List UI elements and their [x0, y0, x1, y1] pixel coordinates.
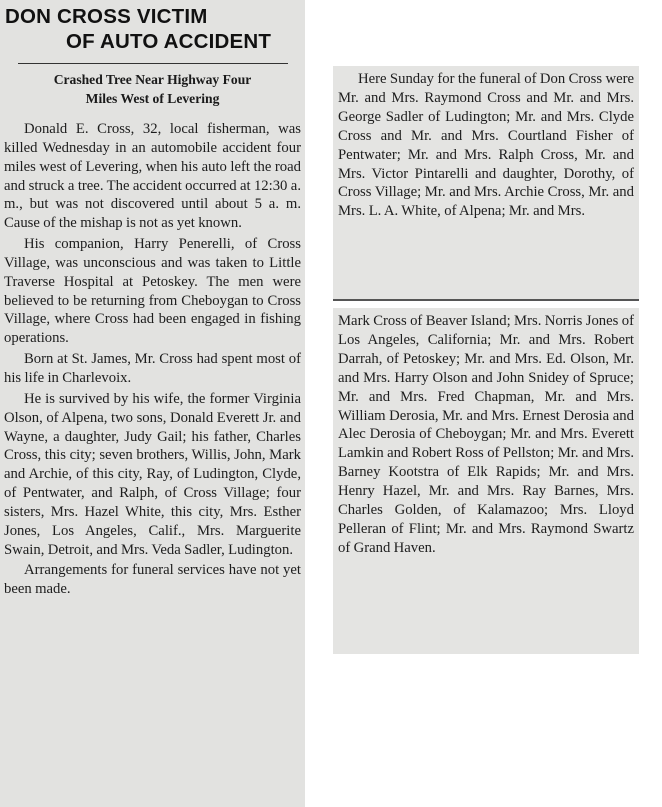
headline-line-2: OF AUTO ACCIDENT — [66, 30, 272, 53]
funeral-notice-clipping-top — [333, 66, 639, 301]
paragraph-companion: His companion, Harry Penerelli, of Cross Village, was unconscious and was taken to Little Traverse Hospital at Petoskey. The men were believed to be returning from Cheboygan to Cross Village, where Cross had been engaged in fishing operations. — [4, 236, 301, 347]
subheadline-line-1: Crashed Tree Near Highway Four — [53, 72, 252, 87]
headline-divider — [18, 63, 288, 64]
funeral-notice-part-1: Here Sunday for the funeral of Don Cross were Mr. and Mrs. Raymond Cross and Mr. and Mrs. George Sadler of Ludington; Mr. and Mrs. Clyde Cross and Mr. and Mrs. Courtland Fisher of Pentwater; Mr. and Mrs. Ralph Cross, Mr. and Mrs. Victor Pintarelli and daughter, Dorothy, of Cross Village; Mr. and Mrs. Archie Cross, Mr. and Mrs. L. A. White, of Alpena; Mr. and Mrs. — [338, 71, 634, 220]
subheadline-line-2: Miles West of Levering — [85, 91, 220, 106]
obituary-clipping — [0, 0, 305, 807]
funeral-notice-clipping-bottom — [333, 308, 639, 654]
article-subheadline — [0, 70, 305, 108]
paragraph-arrangements: Arrangements for funeral services have not yet been made. — [4, 562, 301, 598]
paragraph-survivors: He is survived by his wife, the former Virginia Olson, of Alpena, two sons, Donald Everett Jr. and Wayne, a daughter, Judy Gail; his father, Charles Cross, this city; seven brothers, Willis, John, Mark and Archie, of this city, Ray, of Ludington, Clyde, of Pentwater, and Ralph, of Cross Village; four sisters, Mrs. Hazel White, this city, Mrs. Esther Jones, Los Angeles, Calif., Mrs. Marguerite Swain, Detroit, and Mrs. Veda Sadler, Ludington. — [4, 390, 301, 558]
article-headline — [0, 4, 305, 54]
paragraph-birthplace: Born at St. James, Mr. Cross had spent most of his life in Charlevoix. — [4, 351, 301, 386]
headline-line-1: DON CROSS VICTIM — [5, 5, 208, 28]
paragraph-accident: Donald E. Cross, 32, local fisherman, was killed Wednesday in an automobile accident four miles west of Levering, when his auto left the road and struck a tree. The accident occurred at 12:30 a. m., but was not discovered until about 5 a. m. Cause of the mishap is not as yet known. — [4, 121, 301, 232]
funeral-notice-part-2: Mark Cross of Beaver Island; Mrs. Norris Jones of Los Angeles, California; Mr. and Mrs. Robert Darrah, of Petoskey; Mr. and Mrs. Ed. Olson, Mr. and Mrs. Harry Olson and John Snidey of Spruce; Mr. and Mrs. Fred Chapman, Mr. and Mrs. William Derosia, Mr. and Mrs. Ernest Derosia and Alec Derosia of Cheboygan; Mr. and Mrs. Everett Lamkin and Robert Ross of Pellston; Mr. and Mrs. Barney Kootstra of Elk Rapids; Mr. and Mrs. Henry Hazel, Mr. and Mrs. Ray Barnes, Mrs. Charles Golden, of Kalamazoo; Mrs. Lloyd Pelleran of Flint; Mr. and Mrs. Raymond Swartz of Grand Haven. — [338, 313, 634, 556]
article-body — [0, 120, 305, 599]
